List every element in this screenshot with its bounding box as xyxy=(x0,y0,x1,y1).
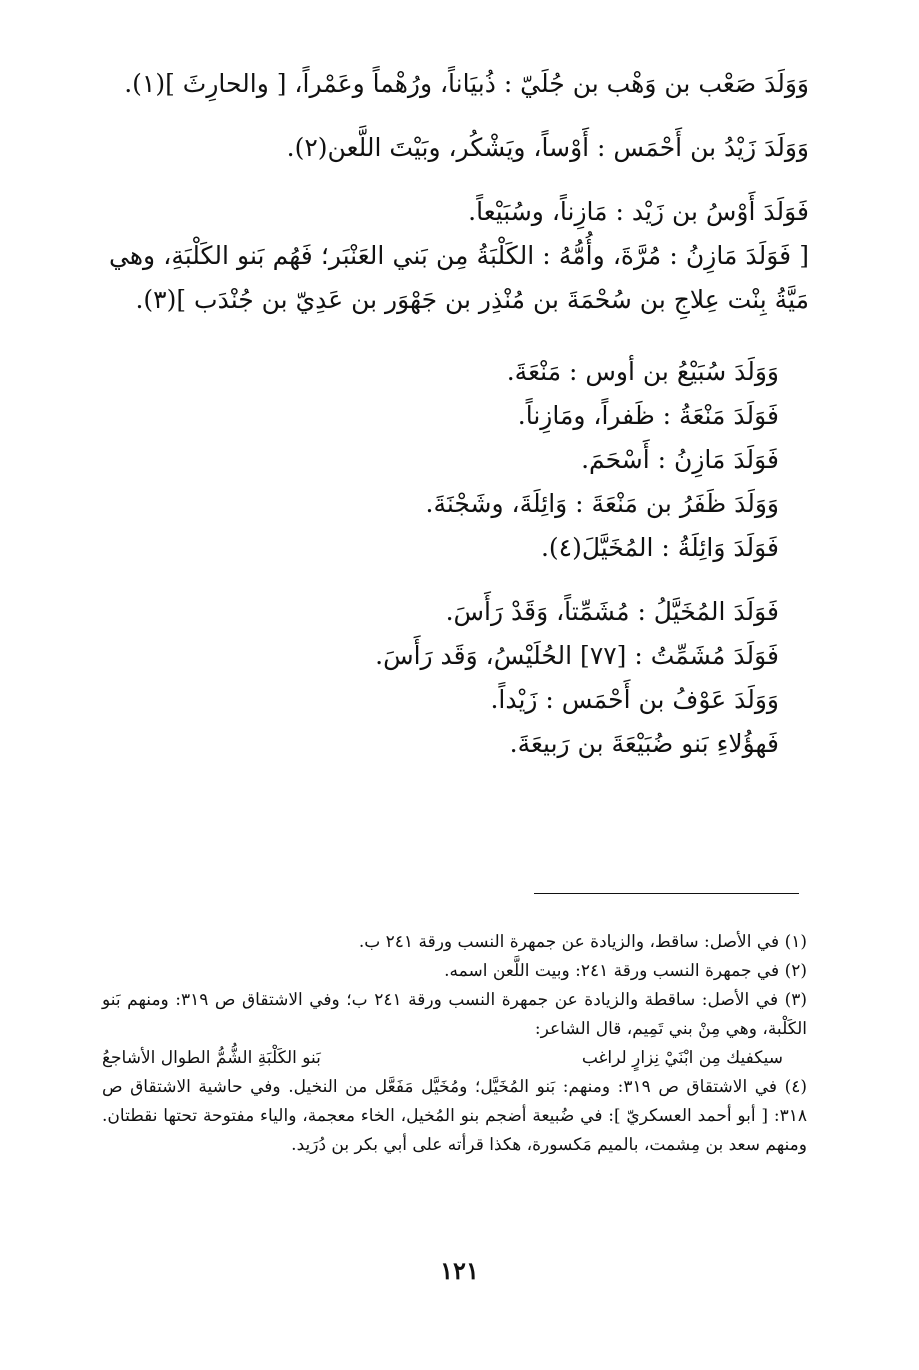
text-line-13: فَهؤُلاءِ بَنو ضُبَيْعَةَ بن رَبيعَةَ. xyxy=(509,729,779,758)
genealogy-list xyxy=(109,350,809,766)
text-paragraph-4: [ فَوَلَدَ مَازِنُ : مُرَّةَ، وأُمُّهُ : الكَلْبَةُ مِن بَني العَنْبَر؛ فَهُم بَنو الكَلْبَةِ، وهي مَيَّةُ بِنْت عِلاجِ بن سُحْمَةَ بن مُنْذِر بن جَهْوَر بن عَدِيّ بن جُنْدَب ](٣). xyxy=(109,241,809,314)
text-line-11: فَوَلَدَ مُشَمِّتُ : [٧٧] الحُلَيْسُ، وَقَد رَأَسَ. xyxy=(375,641,779,670)
text-line-10: فَوَلَدَ المُخَيَّلُ : مُشَمِّتاً، وَقَدْ رَأَسَ. xyxy=(445,597,779,626)
text-line-6: فَوَلَدَ مَنْعَةُ : ظَفراً، ومَازِناً. xyxy=(517,401,779,430)
text-line-1: وَوَلَدَ صَعْب بن وَهْب بن جُلَيّ : ذُبيَاناً، ورُهْماً وعَمْراً، [ والحارِثَ ](١). xyxy=(124,69,809,98)
text-line-5: وَوَلَدَ سُبَيْعُ بن أوس : مَنْعَةَ. xyxy=(506,357,779,386)
text-line-7: فَوَلَدَ مَازِنُ : أَسْحَمَ. xyxy=(581,445,779,474)
footnote-3: (٣) في الأصل: ساقطة والزيادة عن جمهرة النسب ورقة ٢٤١ ب؛ وفي الاشتقاق ص ٣١٩: ومنهم بَنو الكَلْبة، وهي مِنْ بني تَمِيم، قال الشاعر: xyxy=(102,990,808,1039)
footnote-4: (٤) في الاشتقاق ص ٣١٩: ومنهم: بَنو المُخَيَّل؛ ومُخَيَّل مَفَعَّل من النخيل. وفي حاشية الاشتقاق ص ٣١٨: [ أبو أحمد العسكريّ ]: في ضُبيعة أضجم بنو المُخيل، الخاء معجمة، والياء مفتوحة تحتها نقطتان. ومنهم سعد بن مِشمت، بالميم مَكسورة، هكذا قرأته على أبي بكر بن دُرَيد. xyxy=(102,1077,807,1155)
main-text xyxy=(109,62,809,766)
footnote-2: (٢) في جمهرة النسب ورقة ٢٤١: وبيت اللَّعن اسمه. xyxy=(444,961,807,981)
text-line-3: فَوَلَدَ أَوْسُ بن زَيْد : مَازِناً، وسُبَيْعاً. xyxy=(468,197,809,226)
poetry-verse xyxy=(102,1044,807,1073)
page-number: ١٢١ xyxy=(440,1256,479,1285)
footnote-1: (١) في الأصل: ساقط، والزيادة عن جمهرة النسب ورقة ٢٤١ ب. xyxy=(358,932,807,952)
verse-hemistich-second: بَنو الكَلْبَةِ الشُّمُّ الطوال الأشاجعُ xyxy=(102,1048,321,1068)
footnotes xyxy=(102,928,807,1160)
text-line-9: فَوَلَدَ وَائِلَةُ : المُخَيَّلَ(٤). xyxy=(540,533,779,562)
verse-hemistich-first: سيكفيك مِن ابْنَيْ نِزارٍ لراغب xyxy=(581,1048,783,1068)
text-line-12: وَوَلَدَ عَوْفُ بن أَحْمَس : زَيْداً. xyxy=(490,685,779,714)
text-line-8: وَوَلَدَ ظَفَرُ بن مَنْعَةَ : وَائِلَةَ، وشَجْنَةَ. xyxy=(425,489,779,518)
footnote-separator xyxy=(534,893,799,894)
text-line-2: وَوَلَدَ زَيْدُ بن أَحْمَس : أَوْساً، ويَشْكُر، وبَيْتَ اللَّعن(٢). xyxy=(286,133,809,162)
